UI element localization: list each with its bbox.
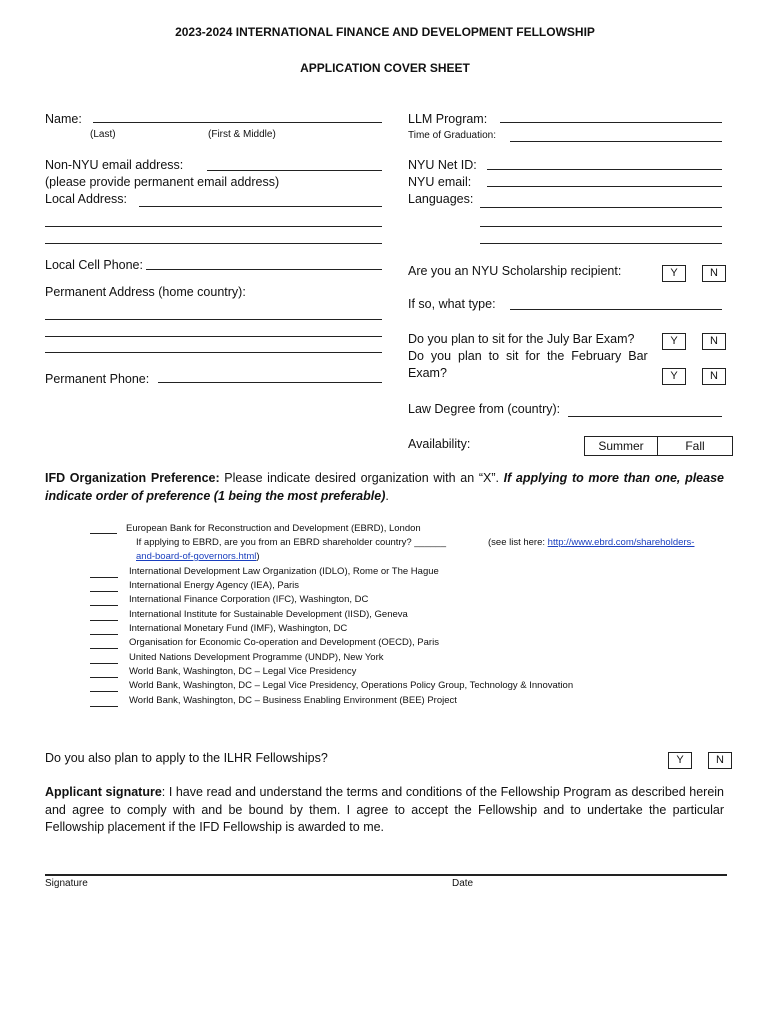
org-world-bank-opg: World Bank, Washington, DC – Legal Vice Presidency, Operations Policy Group, Technology & Innovation bbox=[129, 680, 574, 691]
preference-text: Please indicate desired organization with an “X”. bbox=[219, 471, 504, 485]
ebrd-link-part1[interactable]: http://www.ebrd.com/shareholders- bbox=[547, 537, 695, 548]
law-degree-label: Law Degree from (country): bbox=[408, 402, 561, 416]
ebrd-blank[interactable] bbox=[90, 533, 117, 534]
scholarship-type-field[interactable] bbox=[510, 309, 722, 310]
ebrd-shareholder-question: If applying to EBRD, are you from an EBRD shareholder country? ______ bbox=[136, 537, 446, 548]
availability-summer-box[interactable]: Summer bbox=[584, 436, 658, 456]
org-blank[interactable] bbox=[90, 691, 118, 692]
org-idlo: International Development Law Organization (IDLO), Rome or The Hague bbox=[129, 566, 439, 577]
permanent-phone-field[interactable] bbox=[158, 382, 382, 383]
feb-bar-yes-box[interactable]: Y bbox=[662, 368, 686, 385]
permanent-address-line-2[interactable] bbox=[45, 336, 382, 337]
signature-text: : I have read and understand the terms and conditions of the Fellowship Program as described herein and agree to comply with and be bound by them. I agree to accept the Fellowship and to undertake the particular Fellowship placement if the IFD Fellowship is awarded to me. bbox=[45, 785, 724, 834]
ebrd-see-text: (see list here: bbox=[488, 537, 548, 548]
non-nyu-email-label: Non-NYU email address: bbox=[45, 158, 184, 172]
permanent-address-label: Permanent Address (home country): bbox=[45, 285, 246, 299]
org-undp: United Nations Development Programme (UNDP), New York bbox=[129, 652, 384, 663]
org-blank[interactable] bbox=[90, 577, 118, 578]
feb-bar-question-line2: Exam? bbox=[408, 366, 447, 380]
name-label: Name: bbox=[45, 112, 82, 126]
nyu-netid-field[interactable] bbox=[487, 169, 722, 170]
org-blank[interactable] bbox=[90, 677, 118, 678]
scholarship-yes-box[interactable]: Y bbox=[662, 265, 686, 282]
org-ifc: International Finance Corporation (IFC), Washington, DC bbox=[129, 594, 369, 605]
preference-instructions bbox=[45, 470, 724, 505]
languages-line-2[interactable] bbox=[480, 226, 722, 227]
law-degree-field[interactable] bbox=[568, 416, 722, 417]
org-blank[interactable] bbox=[90, 620, 118, 621]
languages-label: Languages: bbox=[408, 192, 474, 206]
ilhr-no-box[interactable]: N bbox=[708, 752, 732, 769]
languages-line-3[interactable] bbox=[480, 243, 722, 244]
nyu-email-field[interactable] bbox=[487, 186, 722, 187]
ebrd-link-continued bbox=[136, 551, 260, 562]
feb-bar-question-line1: Do you plan to sit for the February Bar bbox=[408, 349, 648, 363]
local-address-line-3[interactable] bbox=[45, 243, 382, 244]
availability-fall-box[interactable]: Fall bbox=[657, 436, 733, 456]
feb-bar-no-box[interactable]: N bbox=[702, 368, 726, 385]
non-nyu-email-field[interactable] bbox=[207, 170, 382, 171]
llm-program-label: LLM Program: bbox=[408, 112, 488, 126]
name-field[interactable] bbox=[93, 122, 382, 123]
org-blank[interactable] bbox=[90, 706, 118, 707]
ebrd-link-part2[interactable]: and-board-of-governors.html bbox=[136, 551, 257, 562]
scholarship-type-label: If so, what type: bbox=[408, 297, 496, 311]
july-bar-question: Do you plan to sit for the July Bar Exam? bbox=[408, 332, 635, 346]
permanent-phone-label: Permanent Phone: bbox=[45, 372, 150, 386]
signature-heading: Applicant signature bbox=[45, 785, 162, 799]
local-cell-field[interactable] bbox=[146, 269, 382, 270]
llm-program-field[interactable] bbox=[500, 122, 722, 123]
first-middle-hint: (First & Middle) bbox=[208, 129, 276, 140]
local-address-field[interactable] bbox=[139, 206, 382, 207]
permanent-address-line-3[interactable] bbox=[45, 352, 382, 353]
date-label: Date bbox=[452, 878, 474, 889]
email-hint: (please provide permanent email address) bbox=[45, 175, 280, 189]
local-address-label: Local Address: bbox=[45, 192, 127, 206]
july-bar-no-box[interactable]: N bbox=[702, 333, 726, 350]
org-iisd: International Institute for Sustainable Development (IISD), Geneva bbox=[129, 609, 408, 620]
org-iea: International Energy Agency (IEA), Paris bbox=[129, 580, 300, 591]
ebrd-see-list bbox=[488, 537, 694, 548]
form-subtitle: APPLICATION COVER SHEET bbox=[300, 61, 470, 75]
org-blank[interactable] bbox=[90, 591, 118, 592]
preference-end: . bbox=[385, 488, 389, 503]
org-blank[interactable] bbox=[90, 634, 118, 635]
local-cell-label: Local Cell Phone: bbox=[45, 258, 143, 272]
local-address-line-2[interactable] bbox=[45, 226, 382, 227]
nyu-email-label: NYU email: bbox=[408, 175, 472, 189]
applicant-signature-statement bbox=[45, 784, 724, 837]
ebrd-link-close: ) bbox=[256, 551, 260, 562]
org-world-bank-bee: World Bank, Washington, DC – Business Enabling Environment (BEE) Project bbox=[129, 695, 457, 706]
preference-emphasis: If applying to more than one, please indicate order of preference (1 being the most preferable) bbox=[45, 471, 724, 503]
ilhr-yes-box[interactable]: Y bbox=[668, 752, 692, 769]
signature-line[interactable] bbox=[45, 874, 727, 876]
graduation-label: Time of Graduation: bbox=[408, 130, 497, 141]
signature-label: Signature bbox=[45, 878, 88, 889]
form-title: 2023-2024 INTERNATIONAL FINANCE AND DEVELOPMENT FELLOWSHIP bbox=[175, 25, 595, 39]
july-bar-yes-box[interactable]: Y bbox=[662, 333, 686, 350]
org-oecd: Organisation for Economic Co-operation and Development (OECD), Paris bbox=[129, 637, 439, 648]
org-imf: International Monetary Fund (IMF), Washington, DC bbox=[129, 623, 348, 634]
scholarship-question: Are you an NYU Scholarship recipient: bbox=[408, 264, 622, 278]
org-ebrd: European Bank for Reconstruction and Development (EBRD), London bbox=[126, 523, 421, 534]
preference-label: IFD Organization Preference: bbox=[45, 471, 220, 485]
nyu-netid-label: NYU Net ID: bbox=[408, 158, 477, 172]
org-world-bank-legal: World Bank, Washington, DC – Legal Vice Presidency bbox=[129, 666, 357, 677]
languages-field[interactable] bbox=[480, 207, 722, 208]
org-blank[interactable] bbox=[90, 663, 118, 664]
org-blank[interactable] bbox=[90, 648, 118, 649]
ilhr-question: Do you also plan to apply to the ILHR Fellowships? bbox=[45, 751, 328, 765]
scholarship-no-box[interactable]: N bbox=[702, 265, 726, 282]
availability-label: Availability: bbox=[408, 437, 471, 451]
org-blank[interactable] bbox=[90, 605, 118, 606]
graduation-field[interactable] bbox=[510, 141, 722, 142]
last-name-hint: (Last) bbox=[90, 129, 116, 140]
permanent-address-line-1[interactable] bbox=[45, 319, 382, 320]
